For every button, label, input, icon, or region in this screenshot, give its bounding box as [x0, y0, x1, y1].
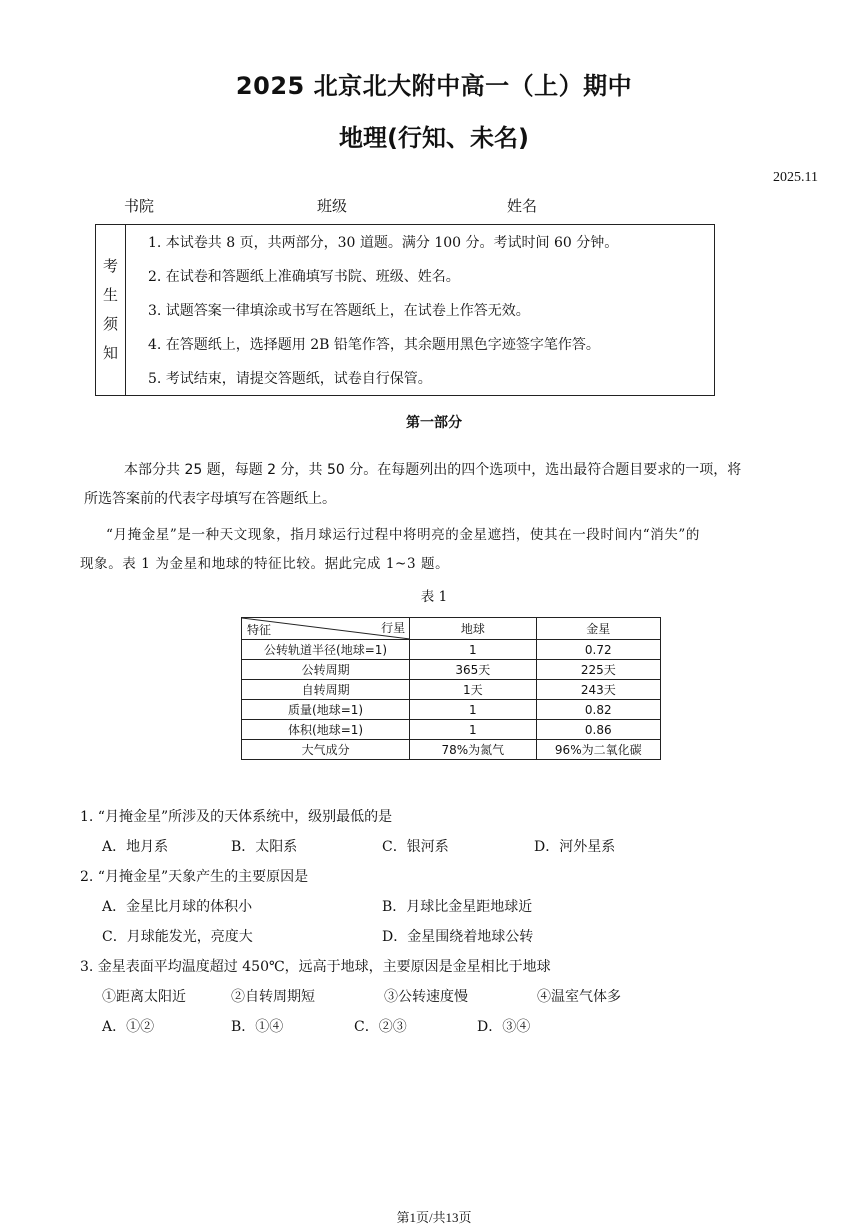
table-header-row [242, 618, 661, 640]
q3-choice-1: ①距离太阳近 [102, 989, 186, 1005]
q1-option-a: A．地月系 [102, 839, 169, 855]
row-label: 公转周期 [242, 660, 410, 680]
table-row [242, 740, 661, 760]
part-intro-line: 本部分共 25 题，每题 2 分，共 50 分。在每题列出的四个选项中，选出最符合题目要求的一项，将 [124, 462, 742, 478]
part-intro-line: 所选答案前的代表字母填写在答题纸上。 [84, 491, 336, 507]
q3-choice-4: ④温室气体多 [537, 989, 621, 1005]
earth-value: 78%为氮气 [410, 740, 536, 760]
q1-option-d: D．河外星系 [534, 839, 616, 855]
subject-title: 地理(行知、未名) [339, 124, 529, 152]
table-row [242, 660, 661, 680]
notice-item: 3. 试题答案一律填涂或书写在答题纸上，在试卷上作答无效。 [148, 303, 530, 319]
question-2-stem: 2. “月掩金星”天象产生的主要原因是 [80, 869, 309, 885]
question-3-stem: 3. 金星表面平均温度超过 450℃，远高于地球，主要原因是金星相比于地球 [80, 959, 551, 975]
name-label: 姓名 [507, 197, 538, 215]
venus-value: 0.82 [536, 700, 660, 720]
table-row [242, 720, 661, 740]
table-row [242, 640, 661, 660]
question-1-stem: 1. “月掩金星”所涉及的天体系统中，级别最低的是 [80, 809, 393, 825]
row-label: 大气成分 [242, 740, 410, 760]
q3-choice-3: ③公转速度慢 [384, 989, 468, 1005]
class-label: 班级 [317, 197, 348, 215]
row-label: 公转轨道半径(地球=1) [242, 640, 410, 660]
notice-items [148, 231, 706, 401]
column-header: 金星 [536, 618, 660, 640]
column-header: 地球 [410, 618, 536, 640]
venus-value: 225天 [536, 660, 660, 680]
passage-line: 现象。表 1 为金星和地球的特征比较。据此完成 1~3 题。 [80, 556, 450, 572]
exam-notice-box [95, 224, 715, 396]
notice-item: 5. 考试结束，请提交答题纸，试卷自行保管。 [148, 371, 432, 387]
notice-side-char: 生 [102, 286, 118, 304]
question-passage [80, 521, 792, 579]
notice-side-char: 考 [102, 257, 118, 275]
q2-option-b: B．月球比金星距地球近 [382, 899, 533, 915]
table-row [242, 700, 661, 720]
notice-side-char: 知 [102, 344, 118, 362]
planet-comparison-table [241, 617, 661, 760]
notice-item: 1. 本试卷共 8 页，共两部分，30 道题。满分 100 分。考试时间 60 分钟。 [148, 235, 619, 251]
notice-side-label [96, 225, 126, 395]
venus-value: 96%为二氧化碳 [536, 740, 660, 760]
row-label: 自转周期 [242, 680, 410, 700]
academy-label: 书院 [124, 197, 155, 215]
q2-option-d: D．金星围绕着地球公转 [382, 929, 534, 945]
q1-option-b: B．太阳系 [231, 839, 298, 855]
corner-label-planet: 行星 [381, 621, 406, 635]
notice-side-char: 须 [102, 315, 118, 333]
part-title: 第一部分 [406, 415, 462, 431]
table-row [242, 680, 661, 700]
earth-value: 365天 [410, 660, 536, 680]
q3-option-d: D．③④ [477, 1019, 531, 1035]
row-label: 体积(地球=1) [242, 720, 410, 740]
exam-title: 2025 北京北大附中高一（上）期中 [235, 72, 633, 100]
q3-option-b: B．①④ [231, 1019, 284, 1035]
exam-date: 2025.11 [773, 170, 818, 185]
q3-option-c: C．②③ [354, 1019, 407, 1035]
venus-value: 0.72 [536, 640, 660, 660]
passage-line: “月掩金星”是一种天文现象，指月球运行过程中将明亮的金星遮挡，使其在一段时间内“消失”的 [106, 527, 701, 543]
q2-option-a: A．金星比月球的体积小 [102, 899, 253, 915]
q3-option-a: A．①② [102, 1019, 155, 1035]
earth-value: 1 [410, 640, 536, 660]
venus-value: 0.86 [536, 720, 660, 740]
part-intro [84, 456, 794, 514]
venus-value: 243天 [536, 680, 660, 700]
earth-value: 1天 [410, 680, 536, 700]
q2-option-c: C．月球能发光，亮度大 [102, 929, 253, 945]
notice-item: 2. 在试卷和答题纸上准确填写书院、班级、姓名。 [148, 269, 460, 285]
table-corner-cell [242, 618, 410, 640]
earth-value: 1 [410, 720, 536, 740]
page-number: 第1页/共13页 [396, 1210, 472, 1225]
corner-label-feature: 特征 [247, 623, 272, 637]
notice-item: 4. 在答题纸上，选择题用 2B 铅笔作答，其余题用黑色字迹签字笔作答。 [148, 337, 600, 353]
row-label: 质量(地球=1) [242, 700, 410, 720]
q3-choice-2: ②自转周期短 [231, 989, 315, 1005]
q1-option-c: C．银河系 [382, 839, 449, 855]
earth-value: 1 [410, 700, 536, 720]
table-caption: 表 1 [420, 589, 448, 605]
